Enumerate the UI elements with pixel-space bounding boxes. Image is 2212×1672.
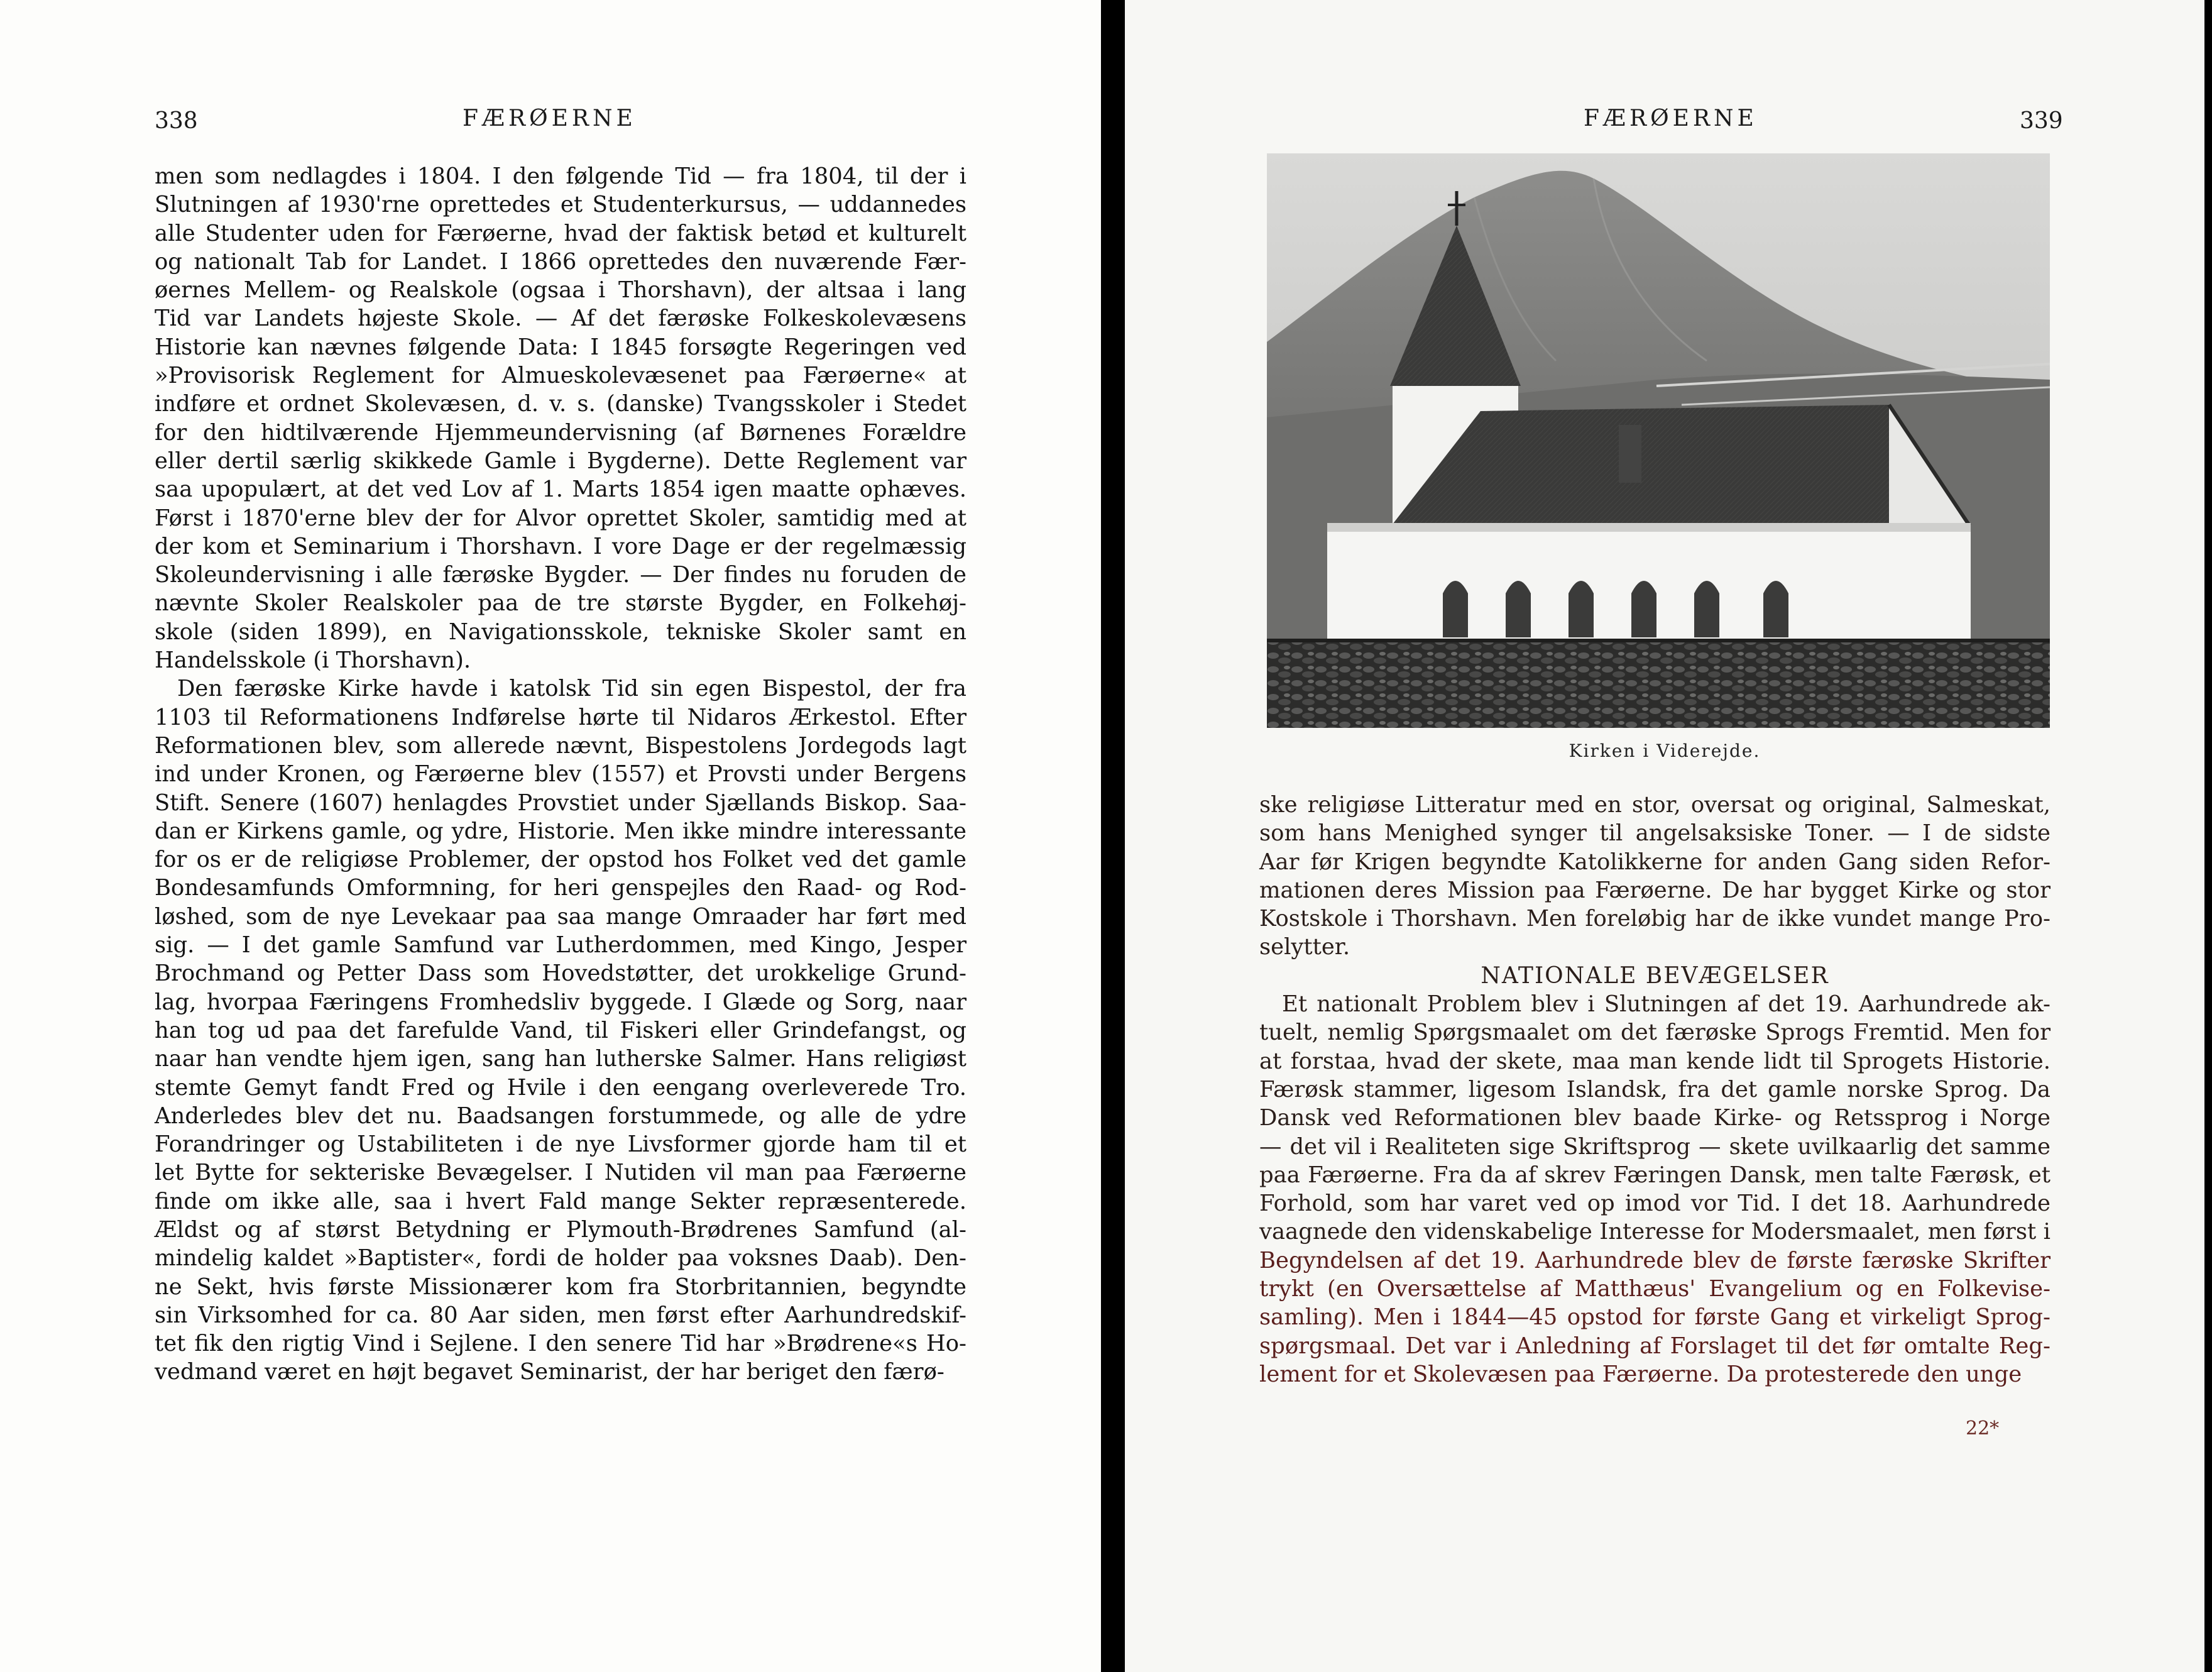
text-line: eller dertil særlig skikkede Gamle i Bygderne). Dette Reglement var bbox=[155, 448, 966, 474]
text-line: Forhold, som har varet ved op imod vor Tid. I det 18. Aarhundrede bbox=[1259, 1191, 2050, 1217]
text-line: saa upopulært, at det ved Lov af 1. Marts 1854 igen maatte ophæves. bbox=[155, 476, 966, 503]
running-head-left: FÆRØERNE bbox=[463, 106, 637, 131]
text-line: mindelig kaldet »Baptister«, fordi de holder paa voksnes Daab). Den- bbox=[155, 1245, 966, 1272]
text-line: øernes Mellem- og Realskole (ogsaa i Thorshavn), der altsaa i lang bbox=[155, 277, 966, 304]
text-line: — det vil i Realiteten sige Skriftsprog — skete uvilkaarlig det samme bbox=[1259, 1133, 2050, 1160]
text-line: selytter. bbox=[1259, 934, 1350, 960]
text-line: samling). Men i 1844—45 opstod for første Gang et virkeligt Sprog- bbox=[1259, 1304, 2050, 1331]
text-line: der kom et Seminarium i Thorshavn. I vore Dage er der regelmæssig bbox=[155, 533, 966, 559]
left-page bbox=[0, 0, 1101, 1672]
text-line: trykt (en Oversættelse af Matthæus' Evangelium og en Folkevise- bbox=[1259, 1276, 2050, 1302]
text-line: »Provisorisk Reglement for Almueskolevæsenet paa Færøerne« at bbox=[155, 363, 966, 389]
text-line: Begyndelsen af det 19. Aarhundrede blev de første færøske Skrifter bbox=[1259, 1247, 2050, 1273]
page-number-right: 339 bbox=[2020, 108, 2063, 134]
text-line: vaagnede den videnskabelige Interesse for Modersmaalet, men først i bbox=[1259, 1219, 2050, 1245]
text-line: finde om ikke alle, saa i hvert Fald mange Sekter repræsenterede. bbox=[155, 1188, 966, 1214]
text-line: Handelsskole (i Thorshavn). bbox=[155, 647, 471, 674]
text-line: alle Studenter uden for Færøerne, hvad der faktisk betød et kulturelt bbox=[155, 220, 966, 246]
text-line: sig. — I det gamle Samfund var Lutherdommen, med Kingo, Jesper bbox=[155, 932, 966, 959]
text-line: Kostskole i Thorshavn. Men foreløbig har de ikke vundet mange Pro- bbox=[1259, 906, 2050, 932]
text-line: Tid var Landets højeste Skole. — Af det færøske Folkeskolevæsens bbox=[155, 305, 966, 332]
text-line: 1103 til Reformationens Indførelse hørte til Nidaros Ærkestol. Efter bbox=[155, 704, 966, 730]
right-page bbox=[1125, 0, 2204, 1672]
text-line: og nationalt Tab for Landet. I 1866 oprettedes den nuværende Fær- bbox=[155, 248, 966, 275]
text-line: skole (siden 1899), en Navigationsskole, tekniske Skoler samt en bbox=[155, 619, 966, 645]
text-line: lag, hvorpaa Færingens Fromhedsliv byggede. I Glæde og Sorg, naar bbox=[155, 989, 966, 1015]
text-line: ind under Kronen, og Færøerne blev (1557) et Provsti under Bergens bbox=[155, 761, 966, 788]
text-line: Slutningen af 1930'rne oprettedes et Studenterkursus, — uddannedes bbox=[155, 192, 966, 218]
text-line: spørgsmaal. Det var i Anledning af Forslaget til det før omtalte Reg- bbox=[1259, 1333, 2050, 1359]
text-line: Historie kan nævnes følgende Data: I 1845 forsøgte Regeringen ved bbox=[155, 334, 966, 360]
text-line: nævnte Skoler Realskoler paa de tre største Bygder, en Folkehøj- bbox=[155, 590, 966, 617]
text-line: dan er Kirkens gamle, og ydre, Historie. Men ikke mindre interessante bbox=[155, 818, 966, 844]
text-line: Forandringer og Ustabiliteten i de nye Livsformer gjorde ham til et bbox=[155, 1131, 966, 1158]
text-line: men som nedlagdes i 1804. I den følgende Tid — fra 1804, til der i bbox=[155, 163, 966, 189]
church-illustration bbox=[1267, 153, 2050, 728]
text-line: indføre et ordnet Skolevæsen, d. v. s. (danske) Tvangsskoler i Stedet bbox=[155, 391, 966, 417]
church-photo bbox=[1267, 153, 2050, 728]
text-line: let Bytte for sekteriske Bevægelser. I Nutiden vil man paa Færøerne bbox=[155, 1160, 966, 1186]
text-line: tuelt, nemlig Spørgsmaalet om det færøske Sprogs Fremtid. Men for bbox=[1259, 1020, 2050, 1046]
text-line: at forstaa, hvad der skete, maa man kende lidt til Sprogets Historie. bbox=[1259, 1048, 2050, 1074]
text-line: paa Færøerne. Fra da af skrev Færingen Dansk, men talte Færøsk, et bbox=[1259, 1162, 2050, 1188]
text-line: Et nationalt Problem blev i Slutningen af det 19. Aarhundrede ak- bbox=[1282, 991, 2050, 1018]
text-line: Stift. Senere (1607) henlagdes Provstiet under Sjællands Biskop. Saa- bbox=[155, 789, 966, 816]
text-line: Den færøske Kirke havde i katolsk Tid sin egen Bispestol, der fra bbox=[177, 676, 966, 702]
text-line: Skoleundervisning i alle færøske Bygder. — Der findes nu foruden de bbox=[155, 562, 966, 588]
left-body-text bbox=[155, 162, 966, 1387]
text-line: Brochmand og Petter Dass som Hovedstøtter, det urokkelige Grund- bbox=[155, 960, 966, 987]
text-line: stemte Gemyt fandt Fred og Hvile i den eengang overleverede Tro. bbox=[155, 1074, 966, 1101]
page-number-left: 338 bbox=[155, 108, 198, 134]
text-line: Reformationen blev, som allerede nævnt, Bispestolens Jordegods lagt bbox=[155, 732, 966, 759]
text-line: for den hidtilværende Hjemmeundervisning (af Børnenes Forældre bbox=[155, 419, 966, 446]
running-head-right: FÆRØERNE bbox=[1584, 106, 1758, 131]
text-line: naar han vendte hjem igen, sang han lutherske Salmer. Hans religiøst bbox=[155, 1046, 966, 1072]
text-line: Anderledes blev det nu. Baadsangen forstummede, og alle de ydre bbox=[155, 1103, 966, 1129]
text-line: som hans Menighed synger til angelsaksiske Toner. — I de sidste bbox=[1259, 820, 2050, 847]
text-line: Ældst og af størst Betydning er Plymouth-Brødrenes Samfund (al- bbox=[155, 1216, 966, 1243]
text-line: ne Sekt, hvis første Missionærer kom fra Storbritannien, begyndte bbox=[155, 1273, 966, 1300]
signature-mark: 22* bbox=[1966, 1417, 2000, 1439]
text-line: sin Virksomhed for ca. 80 Aar siden, men først efter Aarhundredskif- bbox=[155, 1302, 966, 1328]
text-line: mationen deres Mission paa Færøerne. De har bygget Kirke og stor bbox=[1259, 877, 2050, 903]
right-body-text bbox=[1259, 791, 2050, 1389]
section-heading: NATIONALE BEVÆGELSER bbox=[1481, 962, 1829, 989]
text-line: for os er de religiøse Problemer, der opstod hos Folket ved det gamle bbox=[155, 847, 966, 873]
text-line: Først i 1870'erne blev der for Alvor oprettet Skoler, samtidig med at bbox=[155, 505, 966, 531]
text-line: Bondesamfunds Omformning, for heri genspejles den Raad- og Rod- bbox=[155, 875, 966, 901]
text-line: Aar før Krigen begyndte Katolikkerne for anden Gang siden Refor- bbox=[1259, 849, 2050, 875]
text-line: han tog ud paa det farefulde Vand, til Fiskeri eller Grindefangst, og bbox=[155, 1017, 966, 1043]
text-line: vedmand været en højt begavet Seminarist, der har beriget den færø- bbox=[155, 1359, 944, 1385]
text-line: Færøsk stammer, ligesom Islandsk, fra det gamle norske Sprog. Da bbox=[1259, 1076, 2050, 1103]
text-line: ske religiøse Litteratur med en stor, oversat og original, Salmeskat, bbox=[1259, 792, 2050, 818]
text-line: løshed, som de nye Levekaar paa saa mange Omraader har ført med bbox=[155, 903, 966, 930]
text-line: lement for et Skolevæsen paa Færøerne. Da protesterede den unge bbox=[1259, 1361, 2022, 1387]
photo-caption: Kirken i Viderejde. bbox=[1569, 740, 1761, 761]
text-line: tet fik den rigtig Vind i Sejlene. I den senere Tid har »Brødrene«s Ho- bbox=[155, 1331, 966, 1357]
text-line: Dansk ved Reformationen blev baade Kirke- og Retssprog i Norge bbox=[1259, 1105, 2050, 1131]
